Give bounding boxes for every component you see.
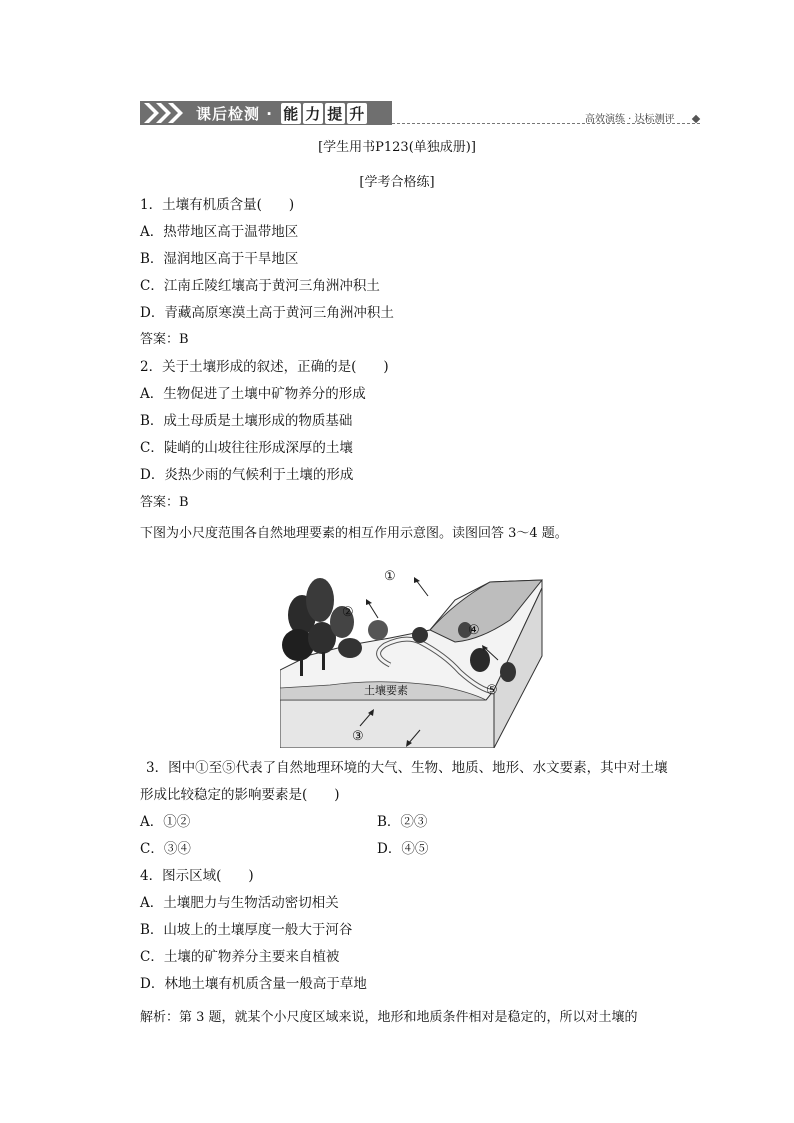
question-1-option-d: D．青藏高原寒漠土高于黄河三角洲冲积土 — [140, 305, 394, 321]
figure-soil-label: 土壤要素 — [364, 684, 408, 697]
question-1-answer: 答案：B — [140, 332, 189, 347]
question-1-option-b: B．湿润地区高于干旱地区 — [140, 251, 299, 267]
question-2-option-c: C．陡峭的山坡往往形成深厚的土壤 — [140, 440, 353, 456]
question-4-stem: 4．图示区域( ) — [140, 868, 254, 884]
header-subtitle: 高效演练 · 达标测评 — [585, 114, 675, 125]
figure-label-5: ⑤ — [486, 683, 498, 698]
question-3-option-d: D．④⑤ — [377, 841, 429, 857]
question-3-stem-line1: 3．图中①至⑤代表了自然地理环境的大气、生物、地质、地形、水文要素，其中对土壤 — [146, 760, 668, 776]
landscape-figure — [280, 560, 544, 748]
question-4-option-b: B．山坡上的土壤厚度一般大于河谷 — [140, 922, 353, 938]
header-title-char: 能 — [283, 105, 300, 123]
question-2-answer: 答案：B — [140, 495, 189, 510]
question-2-stem: 2．关于土壤形成的叙述，正确的是( ) — [140, 359, 389, 375]
header-title-char: 力 — [305, 105, 322, 123]
question-3-option-b: B．②③ — [377, 814, 428, 830]
header-title-char: 升 — [349, 105, 366, 123]
question-3-option-c: C．③④ — [140, 841, 191, 857]
question-2-option-a: A．生物促进了土壤中矿物养分的形成 — [140, 386, 366, 402]
question-1-stem: 1．土壤有机质含量( ) — [140, 197, 295, 213]
section-title: [学考合格练] — [359, 175, 435, 190]
header-title-char: 提 — [327, 105, 344, 123]
figure-label-3: ③ — [352, 729, 364, 744]
question-4-option-a: A．土壤肥力与生物活动密切相关 — [140, 895, 339, 911]
question-1-option-a: A．热带地区高于温带地区 — [140, 224, 299, 240]
figure-label-1: ① — [384, 569, 396, 584]
header-title-text: 课后检测 — [196, 105, 261, 123]
header-title — [196, 103, 367, 124]
figure-label-2: ② — [342, 605, 354, 620]
question-2-option-b: B．成土母质是土壤形成的物质基础 — [140, 413, 353, 429]
question-3-option-a: A．①② — [140, 814, 191, 830]
question-4-option-d: D．林地土壤有机质含量一般高于草地 — [140, 976, 367, 992]
diamond-icon — [692, 115, 700, 123]
figure-label-4: ④ — [468, 623, 480, 638]
analysis-text: 解析：第 3 题，就某个小尺度区域来说，地形和地质条件相对是稳定的，所以对土壤的 — [140, 1010, 638, 1025]
reference-line: [学生用书P123(单独成册)] — [318, 140, 476, 155]
question-2-option-d: D．炎热少雨的气候利于土壤的形成 — [140, 467, 354, 483]
question-1-option-c: C．江南丘陵红壤高于黄河三角洲冲积土 — [140, 278, 380, 294]
chevron-right-icon — [140, 101, 190, 125]
question-4-option-c: C．土壤的矿物养分主要来自植被 — [140, 949, 340, 965]
header-title-separator: · — [266, 105, 273, 123]
question-3-stem-line2: 形成比较稳定的影响要素是( ) — [140, 787, 340, 803]
figure-intro: 下图为小尺度范围各自然地理要素的相互作用示意图。读图回答 3～4 题。 — [140, 526, 568, 541]
